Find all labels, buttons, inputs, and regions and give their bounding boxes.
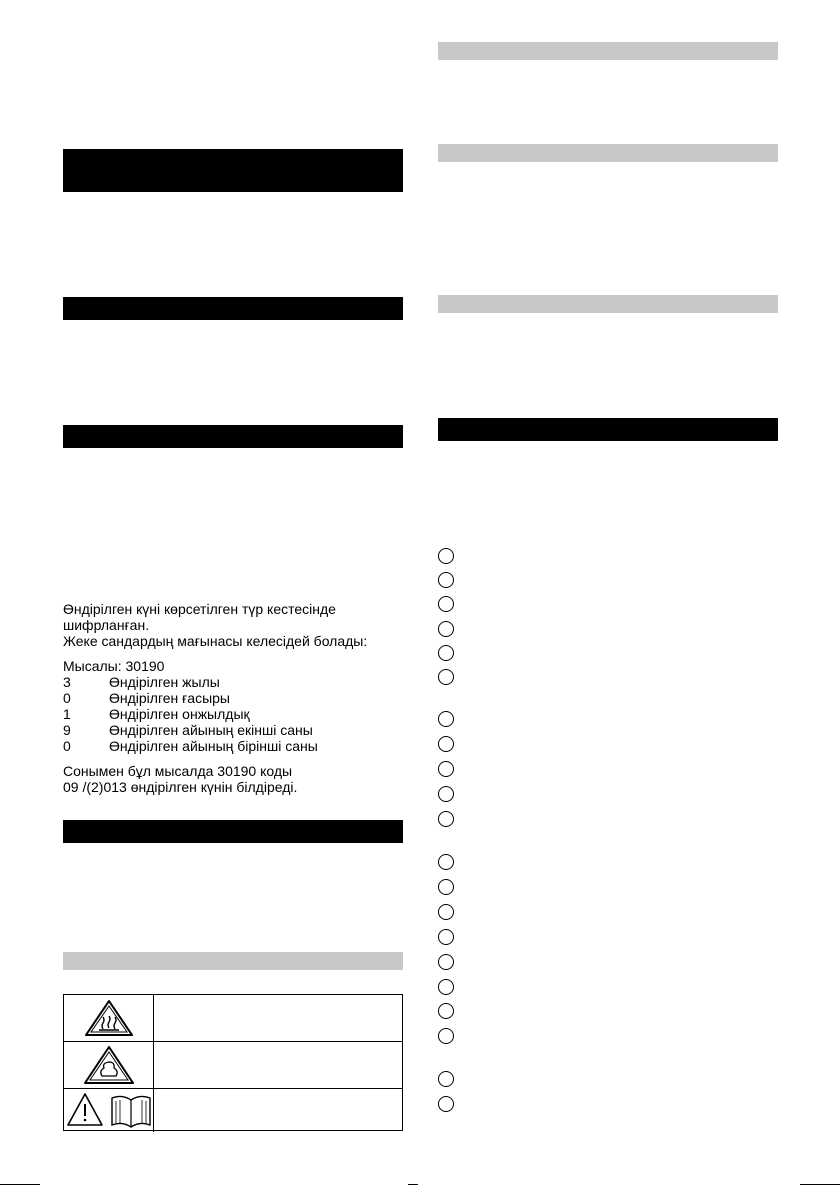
legend-number-circle [438, 929, 454, 945]
legend-number-circle [438, 1071, 454, 1087]
intro-line: шифрланған. [63, 617, 150, 633]
digit-meaning: Өндірілген ғасыры [109, 690, 230, 706]
symbol-cell [64, 1042, 154, 1088]
read-manual-warning-icon [64, 1089, 154, 1131]
digit-meaning: Өндірілген онжылдық [109, 706, 250, 722]
section-heading-bar [63, 820, 403, 843]
legend-number-circle [438, 1028, 454, 1044]
digit-value: 1 [63, 706, 71, 722]
conclusion-line: Сонымен бұл мысалда 30190 коды [63, 763, 293, 779]
legend-number-circle [438, 596, 454, 612]
subsection-heading-bar [438, 295, 778, 313]
legend-number-circle [438, 1003, 454, 1019]
legend-number-circle [438, 572, 454, 588]
subsection-heading-bar [438, 144, 778, 162]
symbol-row [64, 1089, 402, 1132]
digit-meaning: Өндірілген жылы [109, 674, 220, 690]
digit-value: 3 [63, 674, 71, 690]
symbol-cell [64, 1089, 154, 1132]
digit-meaning: Өндірілген айының бірінші саны [109, 738, 318, 754]
digit-value: 0 [63, 690, 71, 706]
section-heading-bar [63, 149, 403, 192]
legend-number-circle [438, 548, 454, 564]
digit-row [63, 722, 403, 738]
legend-number-circle [438, 786, 454, 802]
legend-number-circle [438, 904, 454, 920]
section-heading-bar [438, 418, 778, 441]
section-heading-bar [63, 297, 403, 320]
legend-number-circle [438, 645, 454, 661]
legend-number-circle [438, 711, 454, 727]
symbol-row [64, 995, 402, 1042]
legend-number-circle [438, 879, 454, 895]
intro-line: Өндірілген күні көрсетілген түр кестесінде [63, 601, 336, 617]
safety-symbols-table [63, 994, 403, 1131]
conclusion-line: 09 /(2)013 өндірілген күнін білдіреді. [63, 779, 298, 795]
symbol-cell [64, 995, 154, 1041]
symbol-row [64, 1042, 402, 1089]
hot-surface-warning-icon [64, 995, 154, 1041]
legend-number-circle [438, 669, 454, 685]
example-line: Мысалы: 30190 [63, 658, 165, 674]
legend-number-circle [438, 979, 454, 995]
legend-number-circle [438, 761, 454, 777]
digit-row [63, 706, 403, 722]
subsection-heading-bar [63, 952, 403, 970]
legend-number-circle [438, 954, 454, 970]
legend-number-circle [438, 1096, 454, 1112]
legend-number-circle [438, 621, 454, 637]
digit-row [63, 690, 403, 706]
production-date-section [63, 601, 403, 795]
legend-number-circle [438, 854, 454, 870]
digit-value: 9 [63, 722, 71, 738]
digit-row [63, 738, 403, 754]
section-heading-bar [63, 425, 403, 448]
legend-number-circle [438, 736, 454, 752]
subsection-heading-bar [438, 42, 778, 60]
hot-steam-warning-icon [64, 1042, 154, 1088]
digit-value: 0 [63, 738, 71, 754]
legend-number-circle [438, 811, 454, 827]
digit-row [63, 674, 403, 690]
intro-line: Жеке сандардың мағынасы келесідей болады: [63, 633, 368, 649]
digit-meaning: Өндірілген айының екінші саны [109, 722, 313, 738]
